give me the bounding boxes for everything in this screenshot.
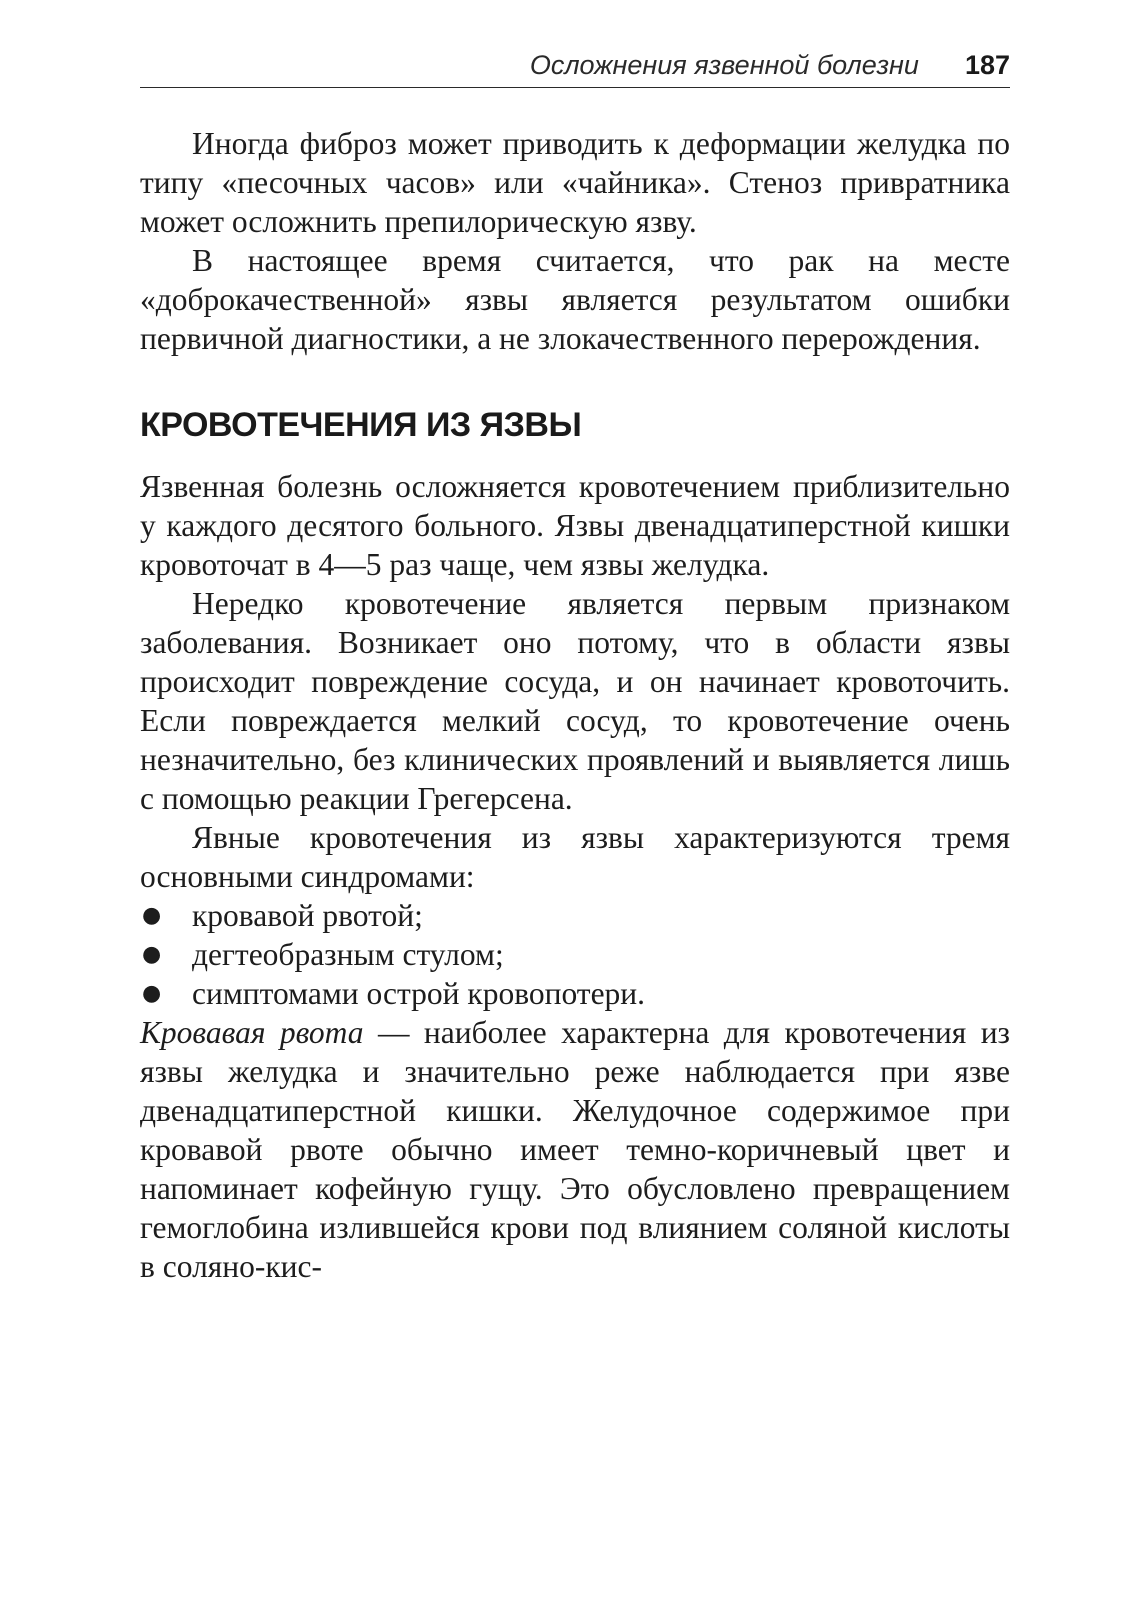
bullet-icon: ● [142, 942, 162, 967]
paragraph: В настоящее время считается, что рак на месте «доброкачественной» язвы является результатом ошибки первичной диагностики, а не злокачественного перерождения. [140, 243, 1010, 356]
intro-text [140, 124, 1010, 358]
list-item [140, 896, 1010, 935]
list-item [140, 974, 1010, 1013]
running-header [140, 50, 1010, 88]
bullet-icon: ● [142, 981, 162, 1006]
bullet-icon: ● [142, 903, 162, 928]
paragraph: Явные кровотечения из язвы характеризуются тремя основными синдромами: [140, 820, 1010, 894]
paragraph: Нередко кровотечение является первым признаком заболевания. Возникает оно потому, что в области язвы происходит повреждение сосуда, и он начинает кровоточить. Если повреждается мелкий сосуд, то кровотечение очень незначительно, без клинических проявлений и выявляется лишь с помощью реакции Грегерсена. [140, 586, 1010, 816]
page-number: 187 [964, 50, 1010, 80]
list-item-text: дегтеобразным стулом; [192, 937, 504, 972]
book-page [140, 50, 1010, 1286]
running-title: Осложнения язвенной болезни [529, 50, 919, 80]
term-italic: Кровавая рвота [140, 1015, 364, 1050]
paragraph [140, 1013, 1010, 1286]
list-item-text: кровавой рвотой; [192, 898, 423, 933]
list-item [140, 935, 1010, 974]
section-text [140, 467, 1010, 1286]
paragraph: Иногда фиброз может приводить к деформации желудка по типу «песочных часов» или «чайника». Стеноз привратника может осложнить препилорическую язву. [140, 126, 1010, 239]
list-item-text: симптомами острой кровопотери. [192, 976, 646, 1011]
symptom-list [140, 896, 1010, 1013]
paragraph: Язвенная болезнь осложняется кровотечением приблизительно у каждого десятого больного. Язвы двенадцатиперстной кишки кровоточат в 4—5 раз чаще, чем язвы желудка. [140, 469, 1010, 582]
paragraph-text: — наиболее характерна для кровотечения из язвы желудка и значительно реже наблюдается при язве двенадцатиперстной кишки. Желудочное содержимое при кровавой рвоте обычно имеет темно-коричневый цвет и напоминает кофейную гущу. Это обусловлено превращением гемоглобина излившейся крови под влиянием соляной кислоты в соляно-кис- [140, 1015, 1010, 1284]
section-heading: КРОВОТЕЧЕНИЯ ИЗ ЯЗВЫ [140, 406, 582, 444]
